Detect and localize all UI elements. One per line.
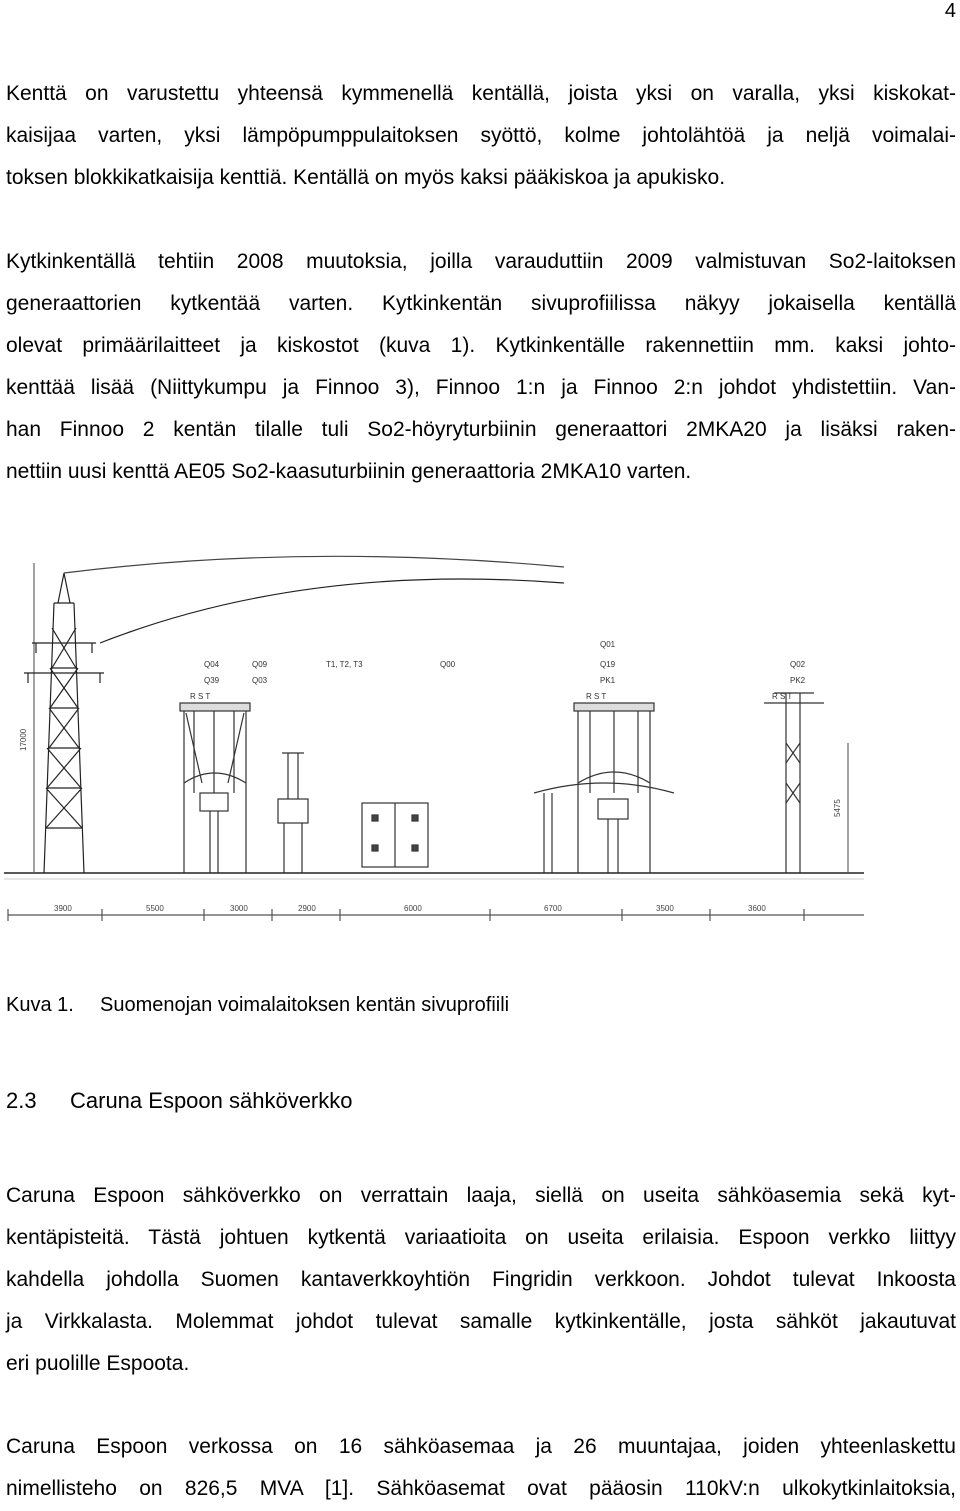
text-line: Kenttä on varustettu yhteensä kymmenellä kentällä, joista yksi on varalla, yksi kiskokat- xyxy=(6,82,956,105)
dimension-label: 3600 xyxy=(748,904,766,913)
paragraph-changes xyxy=(6,241,956,493)
text-line: kentäpisteitä. Tästä johtuen kytkentä variaatioita on useita erilaisia. Espoon verkko liittyy xyxy=(6,1226,956,1249)
dimension-label: 3000 xyxy=(230,904,248,913)
circuit-breaker-left xyxy=(278,753,308,873)
lattice-tower xyxy=(24,573,104,873)
caption-text: Suomenojan voimalaitoksen kentän sivuprofiili xyxy=(100,994,510,1016)
dimension-label: 6700 xyxy=(544,904,562,913)
text-line: nimellisteho on 826,5 MVA [1]. Sähköasemat ovat pääosin 110kV:n ulkokytkinlaitoksia, xyxy=(6,1477,956,1500)
text-line: kaisijaa varten, yksi lämpöpumppulaitoksen syöttö, kolme johtolähtöä ja neljä voimalai- xyxy=(6,124,956,147)
equipment-label: Q19 xyxy=(600,660,616,669)
equipment-label: Q09 xyxy=(252,660,268,669)
dimension-label: 2900 xyxy=(298,904,316,913)
current-transformer-cabinet xyxy=(362,803,428,867)
dimension-label: 5500 xyxy=(146,904,164,913)
paragraph-stations xyxy=(6,1426,956,1510)
phase-label: R S T xyxy=(772,692,793,701)
text-line: ja Virkkalasta. Molemmat johdot tulevat samalle kytkinkentälle, josta sähköt jakautuvat xyxy=(6,1310,956,1333)
section-number: 2.3 xyxy=(6,1088,37,1113)
section-heading xyxy=(6,1088,353,1114)
equipment-label: Q00 xyxy=(440,660,456,669)
phase-label: R S T xyxy=(586,692,607,701)
text-line: kahdella johdolla Suomen kantaverkkoyhtiön Fingridin verkkoon. Johdot tulevat Inkoosta xyxy=(6,1268,956,1291)
text-line: generaattorien kytkentää varten. Kytkinkentän sivuprofiilissa näkyy jokaisella kentällä xyxy=(6,292,956,315)
text-line: eri puolille Espoota. xyxy=(6,1352,190,1375)
text-line: olevat primäärilaitteet ja kiskostot (kuva 1). Kytkinkentälle rakennettiin mm. kaksi johto- xyxy=(6,334,956,357)
substation-drawing xyxy=(4,543,870,945)
section-title: Caruna Espoon sähköverkko xyxy=(70,1088,353,1113)
page-number: 4 xyxy=(944,0,956,22)
text-line: nettiin uusi kenttä AE05 So2-kaasuturbiinin generaattoria 2MKA10 varten. xyxy=(6,460,692,483)
dimension-label: 3500 xyxy=(656,904,674,913)
equipment-label: T1, T2, T3 xyxy=(326,660,363,669)
equipment-label: Q03 xyxy=(252,676,268,685)
text-line: kenttää lisää (Niittykumpu ja Finnoo 3), Finnoo 1:n ja Finnoo 2:n johdot yhdistettiin. Van- xyxy=(6,376,956,399)
height-label: 5475 xyxy=(833,799,842,817)
figure-caption xyxy=(6,994,509,1017)
dimension-label: 3900 xyxy=(54,904,72,913)
line-post-right xyxy=(764,693,824,873)
paragraph-intro xyxy=(6,73,956,199)
equipment-label: Q01 xyxy=(600,640,616,649)
equipment-label: Q02 xyxy=(790,660,806,669)
disconnector-structure-right xyxy=(534,703,674,873)
equipment-label: PK2 xyxy=(790,676,806,685)
caption-label: Kuva 1. xyxy=(6,994,74,1016)
equipment-label: Q04 xyxy=(204,660,220,669)
height-label: 17000 xyxy=(19,728,28,751)
text-line: Caruna Espoon sähköverkko on verrattain laaja, siellä on useita sähköasemia sekä kyt- xyxy=(6,1184,956,1207)
disconnector-structure-left xyxy=(180,703,250,873)
equipment-label: PK1 xyxy=(600,676,616,685)
substation-side-profile-figure xyxy=(4,543,870,945)
equipment-label: Q39 xyxy=(204,676,220,685)
dimension-label: 6000 xyxy=(404,904,422,913)
text-line: han Finnoo 2 kentän tilalle tuli So2-höyryturbiinin generaattori 2MKA20 ja lisäksi raken- xyxy=(6,418,956,441)
text-line: toksen blokkikatkaisija kenttiä. Kentällä on myös kaksi pääkiskoa ja apukisko. xyxy=(6,166,726,189)
text-line: Kytkinkentällä tehtiin 2008 muutoksia, joilla varauduttiin 2009 valmistuvan So2-laitoksen xyxy=(6,250,956,273)
phase-label: R S T xyxy=(190,692,211,701)
paragraph-network xyxy=(6,1175,956,1385)
text-line: Caruna Espoon verkossa on 16 sähköasemaa ja 26 muuntajaa, joiden yhteenlaskettu xyxy=(6,1435,956,1458)
